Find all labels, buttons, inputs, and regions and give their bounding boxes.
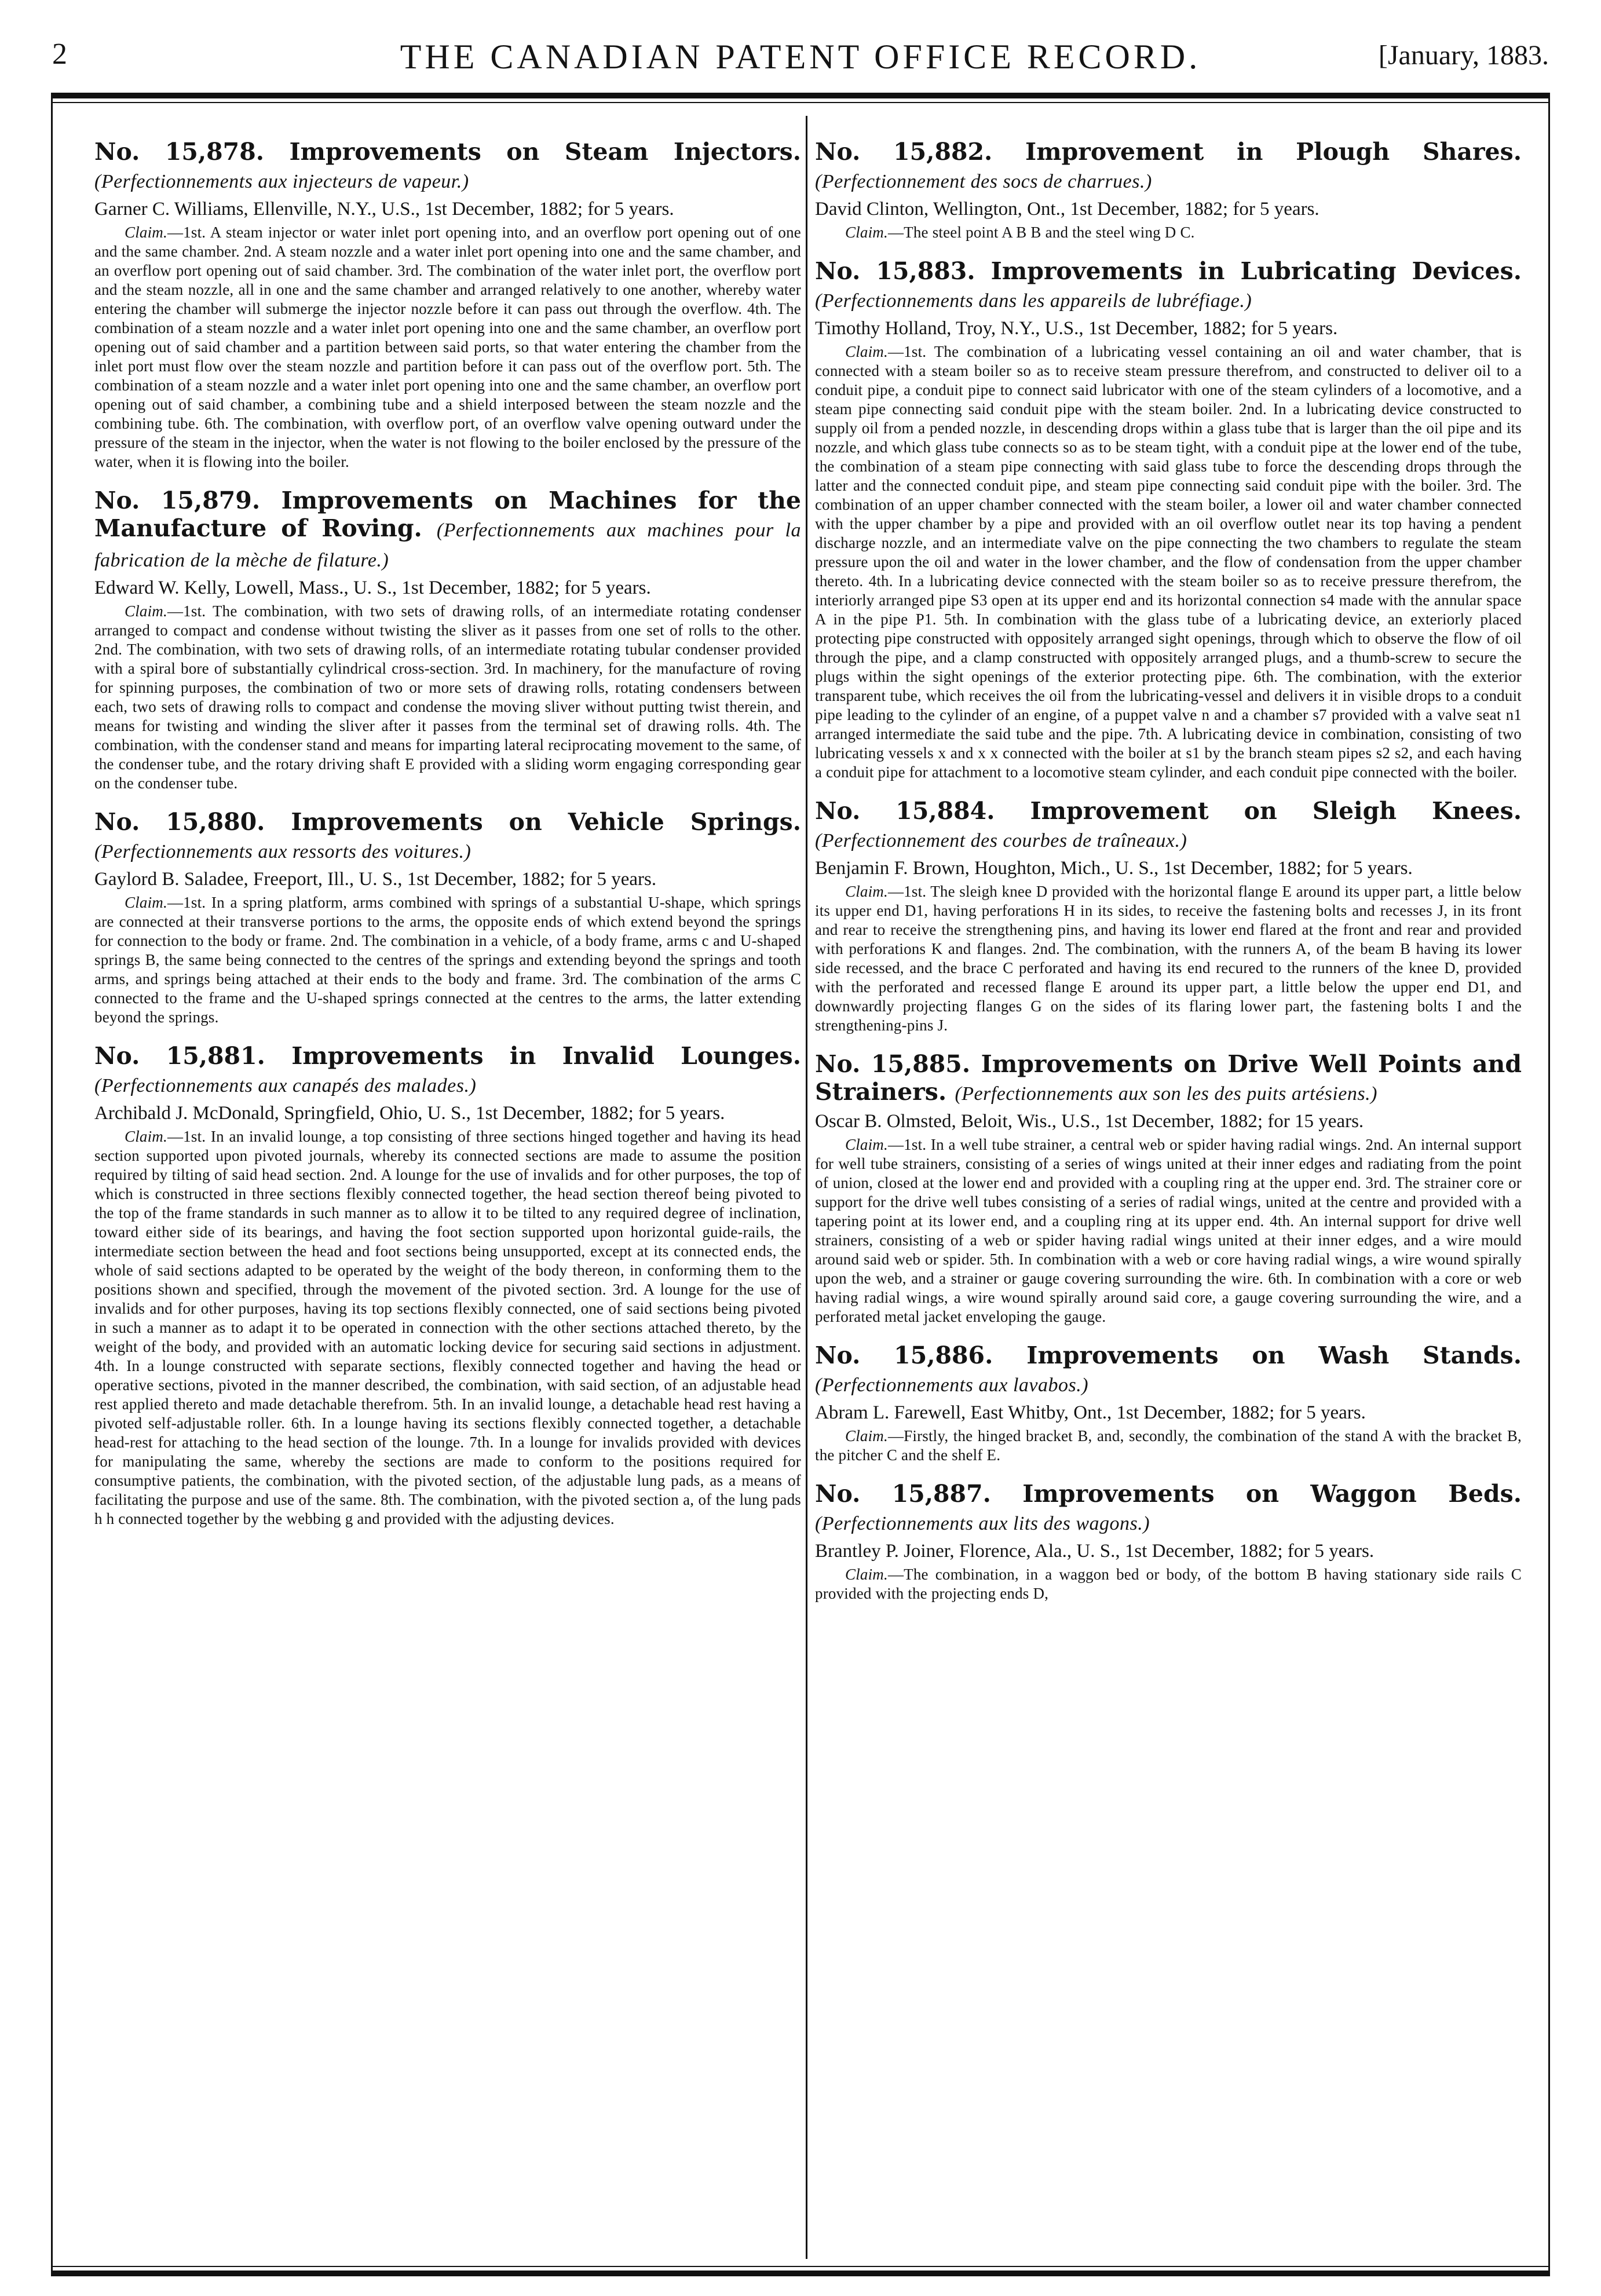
page-header <box>52 37 1549 83</box>
entry-heading <box>94 1042 801 1100</box>
inventor-line: Archibald J. McDonald, Springfield, Ohio, U. S., 1st December, 1882; for 5 years. <box>94 1103 725 1124</box>
claim-label: Claim. <box>845 1136 888 1153</box>
claim-label: Claim. <box>125 1128 167 1145</box>
inventor-line: Gaylord B. Saladee, Freeport, Ill., U. S., 1st December, 1882; for 5 years. <box>94 869 657 890</box>
entry-heading <box>815 138 1522 196</box>
patent-translation: (Perfectionnement des courbes de traîneaux.) <box>815 830 1187 851</box>
patent-number: No. 15,887. <box>815 1480 991 1508</box>
patent-number: No. 15,880. <box>94 808 265 836</box>
entry-heading <box>815 257 1522 315</box>
patent-title: Improvements in Lubricating Devices. <box>990 257 1522 285</box>
entry-heading <box>94 487 801 575</box>
patent-title: Improvements on Waggon Beds. <box>1022 1480 1522 1508</box>
claim-body: —1st. A steam injector or water inlet port opening into, and an overflow port opening out of one and the same chamber. 2nd. A steam nozzle and a water inlet port opening into one and the same chamber, and an overflow port opening out of said chamber. 3rd. The combination of the water inlet port, the overflow port and the steam nozzle, all in one and the same chamber and arranged relatively to one another, whereby water entering the chamber will submerge the injector nozzle before it can pass out through the overflow. 4th. The combination of a steam nozzle and a water inlet port opening into one and the same chamber, an overflow port opening out of said chamber and a partition between said ports, so that water entering the chamber from the inlet port must flow over the steam nozzle and partition before it can pass out of the overflow port. 5th. The combination of a steam nozzle and a water inlet port opening into one and the same chamber, an overflow port opening out of said chamber, a combining tube and a shield interposed between the steam nozzle and the combining tube. 6th. The combination, with overflow port, of an overflow valve opening outward under the pressure of the steam in the injector, when the water is not flowing to the boiler enclosed by the pressure of the water, when it is flowing into the boiler. <box>94 224 801 470</box>
patent-entry <box>815 138 1522 242</box>
inventor-line: Oscar B. Olmsted, Beloit, Wis., U.S., 1st December, 1882; for 15 years. <box>815 1111 1364 1132</box>
patent-entry <box>815 1341 1522 1465</box>
claim-body: —The combination, in a waggon bed or body, of the bottom B having stationary side rails C provided with the projecting ends D, <box>815 1566 1522 1602</box>
inventor-line: Abram L. Farewell, East Whitby, Ont., 1st December, 1882; for 5 years. <box>815 1402 1366 1423</box>
patent-number: No. 15,883. <box>815 257 975 285</box>
patent-translation: (Perfectionnements dans les appareils de lubréfiage.) <box>815 290 1252 312</box>
top-double-rule <box>53 102 1548 103</box>
page-frame <box>51 93 1550 2276</box>
patent-number: No. 15,878. <box>94 138 264 166</box>
claim-body: —1st. In an invalid lounge, a top consisting of three sections hinged together and having its head section supported upon pivoted journals, whereby its connected sections are made to assume the position required by tilting of said head section. 2nd. A lounge for the use of invalids and for other purposes, the top of which is constructed in three sections flexibly connected together, the head section thereof being pivoted to the top of the frame standards in such manner as to allow it to be tilted to any required degree of inclination, toward either side of its bearings, and having the foot section supported upon horizontal guide-rails, the intermediate section between the head and foot sections being unsupported, except at its connected ends, the whole of said sections adapted to be operated by the weight of the body thereon, in conforming them to the positions shown and specified, through the movement of the pivoted section. 3rd. A lounge for the use of invalids and for other purposes, having its top sections flexibly connected, one of said sections being pivoted in such a manner as to adapt it to be operated in connection with the other sections attached thereto, by the weight of the body, and provided with an automatic locking device for securing said sections in adjustment. 4th. In a lounge constructed with separate sections, flexibly connected together and having the head or operative sections, pivoted in the manner described, the combination, with said section, of an adjustable head rest applied thereto and made detachable therefrom. 5th. In an invalid lounge, a detachable head rest having a pivoted self-adjustable roller. 6th. In a lounge having its sections flexibly connected together, a detachable head-rest for attaching to the head section of the lounge. 7th. In a lounge for invalids provided with devices for manipulating the same, whereby the sections are made to conform to the positions required for consumptive patients, the combination, with the pivoted section, of the adjustable lung pads, as a means of facilitating the purpose and use of the same. 8th. The combination, with the pivoted section a, of the lung pads h h connected together by the webbing g and provided with the adjusting devices. <box>94 1128 801 1527</box>
claim-body: —The steel point A B B and the steel wing D C. <box>887 224 1195 241</box>
claim-label: Claim. <box>845 1566 888 1583</box>
entry-heading <box>815 1480 1522 1538</box>
patent-title: Improvements on Vehicle Springs. <box>291 808 801 836</box>
claim-label: Claim. <box>845 343 888 360</box>
claim-text <box>815 882 1522 1035</box>
patent-entry <box>94 1042 801 1529</box>
inventor-line: Garner C. Williams, Ellenville, N.Y., U.S., 1st December, 1882; for 5 years. <box>94 199 674 220</box>
patent-translation: (Perfectionnements aux ressorts des voitures.) <box>94 841 471 862</box>
claim-label: Claim. <box>125 602 167 620</box>
entry-heading <box>815 797 1522 855</box>
inventor-line: David Clinton, Wellington, Ont., 1st December, 1882; for 5 years. <box>815 199 1319 220</box>
entry-heading <box>815 1341 1522 1399</box>
column-divider <box>806 116 807 2259</box>
patent-entry <box>815 1480 1522 1603</box>
claim-body: —1st. In a well tube strainer, a central web or spider having radial wings. 2nd. An internal support for well tube strainers, consisting of a series of wings united at their inner edges and radiating from the point of union, closed at the lower end and provided with a coupling ring at the upper end. 3rd. The strainer core or support for the drive well tubes consisting of a series of radial wings, united at the centre and provided with a tapering point at its lower end, and a coupling ring at its upper end. 4th. An internal support for drive well strainers, consisting of a web or spider having radial wings united at their inner edges, and a wire mould around said web or spider. 5th. In combination with a web or core having radial wings, a wire wound spirally upon the web, and a strainer or gauge covering surrounding the wire. 6th. In combination with a core or web having radial wings, a wire wound spirally around said core, a gauge covering surrounding the wire, and a perforated metal jacket enveloping the gauge. <box>815 1136 1522 1325</box>
patent-translation: (Perfectionnements aux machines pour la fabrication de la mèche de filature.) <box>94 520 801 571</box>
entry-heading <box>94 138 801 196</box>
claim-body: —1st. The sleigh knee D provided with the horizontal flange E around its upper part, a little below its upper end D1, having perforations H in its sides, to receive the fastening bolts and recesses J, in its front and rear to receive the strengthening pins, and having its lower end flared at the front and rear and provided with perforations K and flanges. 2nd. The combination, with the runners A, of the beam B having its lower side recessed, and the brace C perforated and having its end recured to the runners of the knee D, provided with the perforated and recessed flange E around its upper part, a little below the upper end D1, and downwardly projecting flanges G on the sides of its flaring lower part, the fastening bolts I and the strengthening-pins J. <box>815 883 1522 1034</box>
patent-title: Improvements on Wash Stands. <box>1026 1341 1522 1369</box>
patent-translation: (Perfectionnements aux canapés des malades.) <box>94 1075 477 1096</box>
inventor-line: Brantley P. Joiner, Florence, Ala., U. S., 1st December, 1882; for 5 years. <box>815 1541 1375 1562</box>
issue-date: [January, 1883. <box>1378 40 1549 71</box>
claim-text <box>815 1565 1522 1603</box>
claim-label: Claim. <box>845 224 888 241</box>
patent-entry <box>815 797 1522 1035</box>
claim-text <box>815 1427 1522 1465</box>
patent-translation: (Perfectionnements aux lavabos.) <box>815 1374 1089 1396</box>
patent-entry <box>815 257 1522 782</box>
patent-entry <box>94 138 801 471</box>
patent-translation: (Perfectionnements aux son les des puits artésiens.) <box>955 1083 1377 1105</box>
claim-text <box>94 893 801 1027</box>
patent-title: Improvements on Steam Injectors. <box>289 138 801 166</box>
entry-heading <box>815 1050 1522 1108</box>
patent-number: No. 15,885. <box>815 1050 971 1078</box>
patent-translation: (Perfectionnements aux injecteurs de vapeur.) <box>94 171 469 192</box>
inventor-line: Timothy Holland, Troy, N.Y., U.S., 1st December, 1882; for 5 years. <box>815 318 1338 339</box>
claim-body: —1st. The combination, with two sets of drawing rolls, of an intermediate rotating condenser arranged to compact and condense without twisting the sliver as it passes from one set of rolls to the other. 2nd. The combination, with two sets of drawing rolls, of an intermediate rotating tubular condenser provided with a spiral bore of substantially cylindrical cross-section. 3rd. In machinery, for the manufacture of roving for spinning purposes, the combination of two or more sets of drawing rolls, rotating condensers between each, two sets of drawing rolls to compact and condense the moving sliver without putting twist therein, and means for twisting and winding the sliver after it passes from the terminal set of drawing rolls. 4th. The combination, with the condenser stand and means for imparting lateral reciprocating movement to the same, of the condenser tube, and the rotary driving shaft E provided with a sliding worm engaging corresponding gear on the condenser tube. <box>94 602 801 792</box>
claim-label: Claim. <box>125 224 167 241</box>
claim-label: Claim. <box>845 883 888 900</box>
patent-title: Improvement on Sleigh Knees. <box>1030 797 1522 825</box>
claim-body: —1st. In a spring platform, arms combined with springs of a substantial U-shape, which springs are connected at their transverse portions to the arms, the opposite ends of which extend beyond the springs for connection to the body or frame. 2nd. The combination in a vehicle, of a body frame, arms c and U-shaped springs B, the same being connected to the centres of the springs and extending beyond the springs and tooth arms, and springs being attached at their ends to the body and frame. 3rd. The combination of the arms C connected to the frame and the U-shaped springs connected at the centres to the arms, the latter extending beyond the springs. <box>94 894 801 1026</box>
claim-text <box>94 223 801 471</box>
patent-number: No. 15,881. <box>94 1042 265 1070</box>
page-number: 2 <box>52 38 67 71</box>
patent-number: No. 15,886. <box>815 1341 993 1369</box>
right-column <box>815 138 1522 2223</box>
patent-translation: (Perfectionnements aux lits des wagons.) <box>815 1513 1150 1534</box>
claim-label: Claim. <box>845 1427 888 1445</box>
claim-text <box>815 1135 1522 1326</box>
patent-entry <box>94 487 801 793</box>
patent-number: No. 15,884. <box>815 797 995 825</box>
claim-text <box>815 342 1522 782</box>
patent-title: Improvements in Invalid Lounges. <box>291 1042 801 1070</box>
entry-heading <box>94 808 801 866</box>
claim-text <box>94 1127 801 1529</box>
inventor-line: Benjamin F. Brown, Houghton, Mich., U. S., 1st December, 1882; for 5 years. <box>815 858 1413 879</box>
claim-body: —1st. The combination of a lubricating vessel containing an oil and water chamber, that is connected with a steam boiler so as to receive steam pressure therefrom, and constructed to deliver oil to a conduit pipe, a conduit pipe to connect said lubricator with one of the steam cylinders of a locomotive, and a steam pipe connecting said conduit pipe with the steam boiler. 2nd. In a lubricating device constructed to supply oil from a pended nozzle, in descending drops within a glass tube that is larger than the oil pipe and its nozzle, and which glass tube connects so as to be steam tight, with a conduit pipe at the lower end of the tube, the combination of a steam pipe connecting with said glass tube to force the descending drops through the latter and the connected conduit pipe, and steam pipe connecting said conduit pipe with the boiler. 3rd. The combination of an upper chamber connected with the steam boiler, a lower oil and water chamber connected with the upper chamber by a pipe and provided with an oil overflow outlet near its top having a pendent discharge nozzle, and an intermediate valve on the pipe connecting the two chambers to regulate the steam pressure upon the oil and water in the lower chamber, and the flow of condensation from the upper chamber thereto. 4th. In a lubricating device connected with the steam boiler so as to receive pressure therefrom, the interiorly arranged pipe S3 open at its upper end and its horizontal connection s4 made with the annular space A in the pipe P1. 5th. In combination with the glass tube of a lubricating device, an exteriorly placed protecting pipe constructed with oppositely arranged sight openings, through which to observe the flow of oil through the pipe, and a clamp constructed with oppositely arranged plugs, and a thumb-screw to secure the plugs within the sight openings of the exterior protecting pipe. 6th. The combination, with the exterior transparent tube, which receives the oil from the lubricating-vessel and delivers it in visible drops to a conduit pipe leading to the cylinder of an engine, of a puppet valve n and a chamber s7 provided with a valve seat n1 arranged intermediate the said tube and the pipe. 7th. A lubricating device in combination, consisting of two lubricating vessels x and x x connected with the boiler at s1 by the branch steam pipes s2 s2, and each having a conduit pipe for attachment to a locomotive steam cylinder, and each conduit pipe connected with the boiler. <box>815 343 1522 781</box>
claim-body: —Firstly, the hinged bracket B, and, secondly, the combination of the stand A with the bracket B, the pitcher C and the shelf E. <box>815 1427 1522 1464</box>
claim-text <box>815 223 1522 242</box>
patent-translation: (Perfectionnement des socs de charrues.) <box>815 171 1152 192</box>
claim-text <box>94 602 801 793</box>
bottom-double-rule <box>53 2266 1548 2267</box>
left-column <box>94 138 801 2223</box>
patent-entry <box>94 808 801 1027</box>
patent-title: Improvements on Drive Well Points and Strainers. <box>815 1050 1522 1106</box>
patent-title: Improvements on Machines for the Manufacture of Roving. <box>94 487 801 542</box>
inventor-line: Edward W. Kelly, Lowell, Mass., U. S., 1st December, 1882; for 5 years. <box>94 577 651 598</box>
patent-title: Improvement in Plough Shares. <box>1025 138 1522 166</box>
patent-entry <box>815 1050 1522 1326</box>
claim-label: Claim. <box>125 894 167 911</box>
publication-title: THE CANADIAN PATENT OFFICE RECORD. <box>400 38 1201 76</box>
patent-number: No. 15,879. <box>94 487 261 514</box>
patent-number: No. 15,882. <box>815 138 993 166</box>
